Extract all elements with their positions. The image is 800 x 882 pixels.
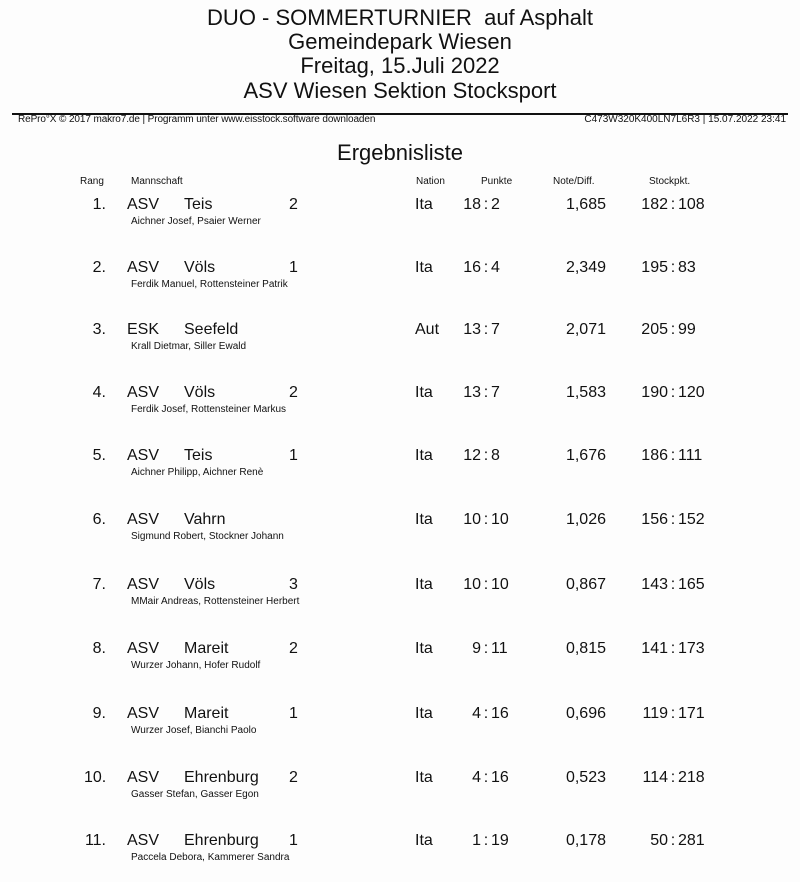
- table-row: [0, 640, 800, 690]
- rank: 7.: [92, 576, 106, 593]
- player-names: Gasser Stefan, Gasser Egon: [131, 789, 259, 800]
- stock-points: [628, 511, 728, 529]
- stock-points: [628, 705, 728, 723]
- column-header-stockpkt: Stockpkt.: [649, 176, 691, 187]
- stock-for: 119: [642, 705, 668, 722]
- points-for: 9: [472, 640, 481, 657]
- points-for: 10: [463, 511, 481, 528]
- points: [455, 640, 525, 658]
- club: ASV: [127, 769, 160, 786]
- table-row: [0, 576, 800, 626]
- team-number: 3: [289, 576, 298, 593]
- stock-separator: :: [670, 705, 676, 722]
- stock-for: 50: [650, 832, 668, 849]
- nation: Ita: [415, 384, 433, 401]
- player-names: Wurzer Josef, Bianchi Paolo: [131, 725, 257, 736]
- points-for: 4: [472, 769, 481, 786]
- table-row: [0, 447, 800, 497]
- stock-separator: :: [670, 576, 676, 593]
- nation: Ita: [415, 832, 433, 849]
- stock-separator: :: [670, 196, 676, 213]
- note-diff: 0,867: [565, 576, 606, 593]
- points-against: 8: [491, 447, 500, 464]
- tournament-title: DUO - SOMMERTURNIER auf Asphalt: [207, 5, 593, 30]
- points: [455, 259, 525, 277]
- note-diff: 2,071: [565, 321, 606, 338]
- stock-separator: :: [670, 640, 676, 657]
- rank: 11.: [84, 832, 106, 849]
- nation: Ita: [415, 576, 433, 593]
- stock-points: [628, 259, 728, 277]
- points: [455, 196, 525, 214]
- stock-for: 205: [641, 321, 668, 338]
- rank: 6.: [92, 511, 106, 528]
- points: [455, 769, 525, 787]
- points-against: 7: [491, 321, 500, 338]
- stock-separator: :: [670, 511, 676, 528]
- note-diff: 1,685: [565, 196, 606, 213]
- points-against: 11: [491, 640, 508, 657]
- stock-separator: :: [670, 259, 676, 276]
- team-number: 1: [289, 259, 298, 276]
- points-for: 1: [472, 832, 481, 849]
- points-against: 4: [491, 259, 500, 276]
- points-against: 2: [491, 196, 500, 213]
- points-separator: :: [483, 321, 489, 338]
- event-date: Freitag, 15.Juli 2022: [300, 53, 500, 78]
- club: ASV: [127, 196, 160, 213]
- stock-for: 156: [641, 511, 668, 528]
- nation: Ita: [415, 447, 433, 464]
- rank: 5.: [92, 447, 106, 464]
- stock-separator: :: [670, 769, 676, 786]
- stock-separator: :: [670, 447, 676, 464]
- team-city: Vahrn: [184, 511, 226, 528]
- club: ASV: [127, 832, 160, 849]
- club: ASV: [127, 384, 160, 401]
- organizer: ASV Wiesen Sektion Stocksport: [243, 78, 557, 103]
- club: ASV: [127, 576, 160, 593]
- stock-against: 83: [678, 259, 696, 276]
- points-separator: :: [483, 832, 489, 849]
- stock-for: 182: [641, 196, 668, 213]
- club: ASV: [127, 640, 160, 657]
- table-row: [0, 196, 800, 246]
- column-header-nation: Nation: [416, 176, 445, 187]
- points-for: 4: [472, 705, 481, 722]
- stock-against: 120: [678, 384, 705, 401]
- points-for: 10: [463, 576, 481, 593]
- stock-against: 218: [678, 769, 705, 786]
- team-number: 1: [289, 832, 298, 849]
- points: [455, 321, 525, 339]
- team-city: Ehrenburg: [184, 769, 259, 786]
- stock-against: 173: [678, 640, 705, 657]
- team-city: Mareit: [184, 640, 229, 657]
- print-code-timestamp: C473W320K400LN7L6R3 | 15.07.2022 23:41: [584, 114, 786, 125]
- points-separator: :: [483, 576, 489, 593]
- stock-for: 186: [641, 447, 668, 464]
- column-header-rang: Rang: [80, 176, 104, 187]
- team-city: Völs: [184, 259, 216, 276]
- table-row: [0, 705, 800, 755]
- player-names: Ferdik Manuel, Rottensteiner Patrik: [131, 279, 288, 290]
- stock-against: 281: [678, 832, 705, 849]
- team-city: Völs: [184, 384, 216, 401]
- rank: 3.: [92, 321, 106, 338]
- team-number: 1: [289, 705, 298, 722]
- nation: Ita: [415, 769, 433, 786]
- points: [455, 705, 525, 723]
- points-against: 19: [491, 832, 509, 849]
- stock-points: [628, 321, 728, 339]
- club: ESK: [127, 321, 160, 338]
- rank: 2.: [92, 259, 106, 276]
- team-number: 2: [289, 196, 298, 213]
- points-for: 18: [463, 196, 481, 213]
- club: ASV: [127, 705, 160, 722]
- points-separator: :: [483, 384, 489, 401]
- nation: Aut: [415, 321, 440, 338]
- stock-points: [628, 769, 728, 787]
- stock-separator: :: [670, 321, 676, 338]
- points: [455, 447, 525, 465]
- team-number: 2: [289, 640, 298, 657]
- stock-points: [628, 196, 728, 214]
- points: [455, 576, 525, 594]
- club: ASV: [127, 259, 160, 276]
- team-city: Mareit: [184, 705, 229, 722]
- software-credit: RePro°X © 2017 makro7.de | Programm unter www.eisstock.software downloaden: [18, 114, 376, 125]
- stock-for: 190: [641, 384, 668, 401]
- nation: Ita: [415, 640, 433, 657]
- points: [455, 384, 525, 402]
- stock-points: [628, 447, 728, 465]
- note-diff: 0,523: [565, 769, 606, 786]
- table-row: [0, 769, 800, 819]
- points: [455, 511, 525, 529]
- nation: Ita: [415, 705, 433, 722]
- column-header-mannschaft: Mannschaft: [131, 176, 183, 187]
- points-separator: :: [483, 640, 489, 657]
- stock-against: 171: [678, 705, 705, 722]
- team-city: Teis: [184, 196, 213, 213]
- team-city: Teis: [184, 447, 213, 464]
- note-diff: 1,583: [565, 384, 606, 401]
- stock-for: 114: [642, 769, 668, 786]
- team-city: Völs: [184, 576, 216, 593]
- points-for: 16: [463, 259, 481, 276]
- stock-points: [628, 832, 728, 850]
- document-header: [0, 6, 800, 103]
- table-row: [0, 259, 800, 309]
- points-separator: :: [483, 705, 489, 722]
- rank: 4.: [92, 384, 106, 401]
- points-against: 7: [491, 384, 500, 401]
- nation: Ita: [415, 196, 433, 213]
- points-separator: :: [483, 196, 489, 213]
- player-names: Sigmund Robert, Stockner Johann: [131, 531, 284, 542]
- table-row: [0, 321, 800, 371]
- player-names: Paccela Debora, Kammerer Sandra: [131, 852, 290, 863]
- player-names: Ferdik Josef, Rottensteiner Markus: [131, 404, 287, 415]
- points-against: 16: [491, 769, 509, 786]
- points-separator: :: [483, 769, 489, 786]
- points-against: 10: [491, 576, 509, 593]
- player-names: Aichner Josef, Psaier Werner: [131, 216, 261, 227]
- note-diff: 2,349: [565, 259, 606, 276]
- nation: Ita: [415, 259, 433, 276]
- column-header-note: Note/Diff.: [553, 176, 595, 187]
- note-diff: 0,178: [565, 832, 606, 849]
- rank: 10.: [84, 769, 107, 786]
- stock-for: 143: [641, 576, 668, 593]
- stock-points: [628, 576, 728, 594]
- stock-points: [628, 640, 728, 658]
- stock-for: 141: [641, 640, 668, 657]
- note-diff: 0,696: [565, 705, 606, 722]
- rank: 9.: [92, 705, 106, 722]
- points-separator: :: [483, 447, 489, 464]
- stock-against: 99: [678, 321, 696, 338]
- rank: 8.: [92, 640, 106, 657]
- list-title: Ergebnisliste: [337, 140, 463, 165]
- stock-for: 195: [641, 259, 668, 276]
- stock-against: 108: [678, 196, 705, 213]
- points: [455, 832, 525, 850]
- venue: Gemeindepark Wiesen: [288, 29, 512, 54]
- points-against: 16: [491, 705, 509, 722]
- nation: Ita: [415, 511, 433, 528]
- rank: 1.: [92, 196, 106, 213]
- player-names: Krall Dietmar, Siller Ewald: [131, 341, 247, 352]
- team-number: 1: [289, 447, 298, 464]
- points-for: 13: [463, 321, 481, 338]
- club: ASV: [127, 447, 160, 464]
- column-header-punkte: Punkte: [481, 176, 513, 187]
- player-names: Wurzer Johann, Hofer Rudolf: [131, 660, 261, 671]
- stock-points: [628, 384, 728, 402]
- stock-against: 111: [678, 447, 703, 464]
- stock-against: 165: [678, 576, 705, 593]
- table-row: [0, 511, 800, 561]
- points-separator: :: [483, 259, 489, 276]
- note-diff: 1,026: [565, 511, 606, 528]
- team-number: 2: [289, 384, 298, 401]
- team-city: Seefeld: [184, 321, 239, 338]
- table-row: [0, 832, 800, 882]
- stock-against: 152: [678, 511, 705, 528]
- points-for: 12: [463, 447, 481, 464]
- points-for: 13: [463, 384, 481, 401]
- stock-separator: :: [670, 384, 676, 401]
- points-separator: :: [483, 511, 489, 528]
- stock-separator: :: [670, 832, 676, 849]
- club: ASV: [127, 511, 160, 528]
- points-against: 10: [491, 511, 509, 528]
- table-row: [0, 384, 800, 434]
- team-number: 2: [289, 769, 298, 786]
- team-city: Ehrenburg: [184, 832, 259, 849]
- player-names: MMair Andreas, Rottensteiner Herbert: [131, 596, 300, 607]
- note-diff: 1,676: [565, 447, 606, 464]
- player-names: Aichner Philipp, Aichner Renè: [131, 467, 264, 478]
- note-diff: 0,815: [565, 640, 606, 657]
